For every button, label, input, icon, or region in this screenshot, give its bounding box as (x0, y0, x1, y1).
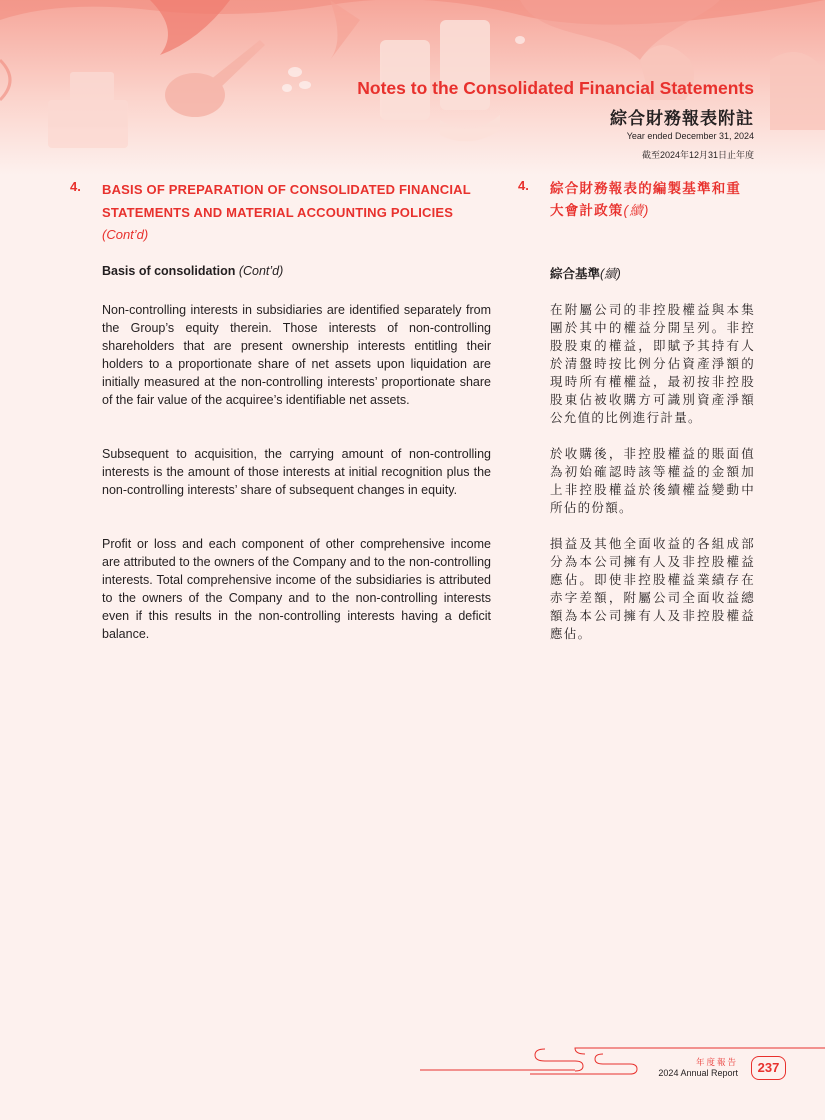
footer-label-zh: 年度報告 (695, 1057, 738, 1067)
subsection-title-zh (550, 264, 621, 282)
paragraph-en-3: Profit or loss and each component of other comprehensive income are attributed to the owners of the Company and to the non-controlling interests. Total comprehensive income of the subsidiaries is attributed to the owners of the Company and to the non-controlling interests even if this results in the non-controlling interests having a deficit balance. (102, 537, 491, 641)
section-cont-zh: (續) (623, 203, 650, 218)
english-column (70, 179, 491, 246)
chinese-column (518, 178, 755, 222)
section-title-en: BASIS OF PREPARATION OF CONSOLIDATED FINANCIAL STATEMENTS AND MATERIAL ACCOUNTING POLICIES (102, 182, 471, 220)
section-cont-en: (Cont’d) (102, 227, 149, 242)
page-number: 237 (751, 1056, 786, 1080)
section-heading-zh (518, 178, 755, 222)
section-number-en: 4. (70, 179, 81, 194)
paragraph-en-2: Subsequent to acquisition, the carrying amount of non-controlling interests is the amount of those interests at initial recognition plus the non-controlling interests’ share of subsequent changes in equity. (102, 447, 491, 497)
section-number-zh: 4. (518, 178, 529, 193)
header-title-zh: 綜合財務報表附註 (610, 109, 754, 128)
section-title-zh (550, 178, 755, 222)
paragraph-zh-3: 損益及其他全面收益的各組成部分為本公司擁有人及非控股權益應佔。即使非控股權益業績存在赤字差額，附屬公司全面收益總額為本公司擁有人及非控股權益應佔。 (550, 537, 755, 641)
paragraph-en-1: Non-controlling interests in subsidiaries are identified separately from the Group’s equity therein. Those interests of non-controlling shareholders that are present ownership interests entitling their holders to a proportionate share of net assets upon liquidation are initially measured at the non-controlling interests’ proportionate share of the fair value of the acquiree’s identifiable net assets. (102, 303, 491, 407)
subsection-cont-zh: (續) (600, 267, 621, 281)
paragraph-zh-1: 在附屬公司的非控股權益與本集團於其中的權益分開呈列。非控股股東的權益，即賦予其持有人於清盤時按比例分佔資產淨額的現時所有權權益，最初按非控股股東佔被收購方可識別資產淨額公允值的比例進行計量。 (550, 303, 755, 425)
header-year-zh: 截至2024年12月31日止年度 (641, 150, 754, 160)
header-year-en: Year ended December 31, 2024 (626, 131, 754, 141)
header-title-en: Notes to the Consolidated Financial Statements (357, 78, 754, 98)
subsection-title-en (102, 264, 283, 278)
footer-label-en: 2024 Annual Report (658, 1068, 738, 1078)
subsection-title-text-zh: 綜合基準 (550, 267, 601, 281)
paragraph-zh-2: 於收購後，非控股權益的賬面值為初始確認時該等權益的金額加上非控股權益於後續權益變動中所佔的份額。 (550, 447, 755, 515)
section-title-text-zh: 綜合財務報表的編製基準和重大會計政策 (550, 181, 742, 218)
subsection-title-text-en: Basis of consolidation (102, 264, 236, 278)
section-heading-en (70, 179, 491, 246)
subsection-cont-en: (Cont’d) (238, 264, 284, 278)
